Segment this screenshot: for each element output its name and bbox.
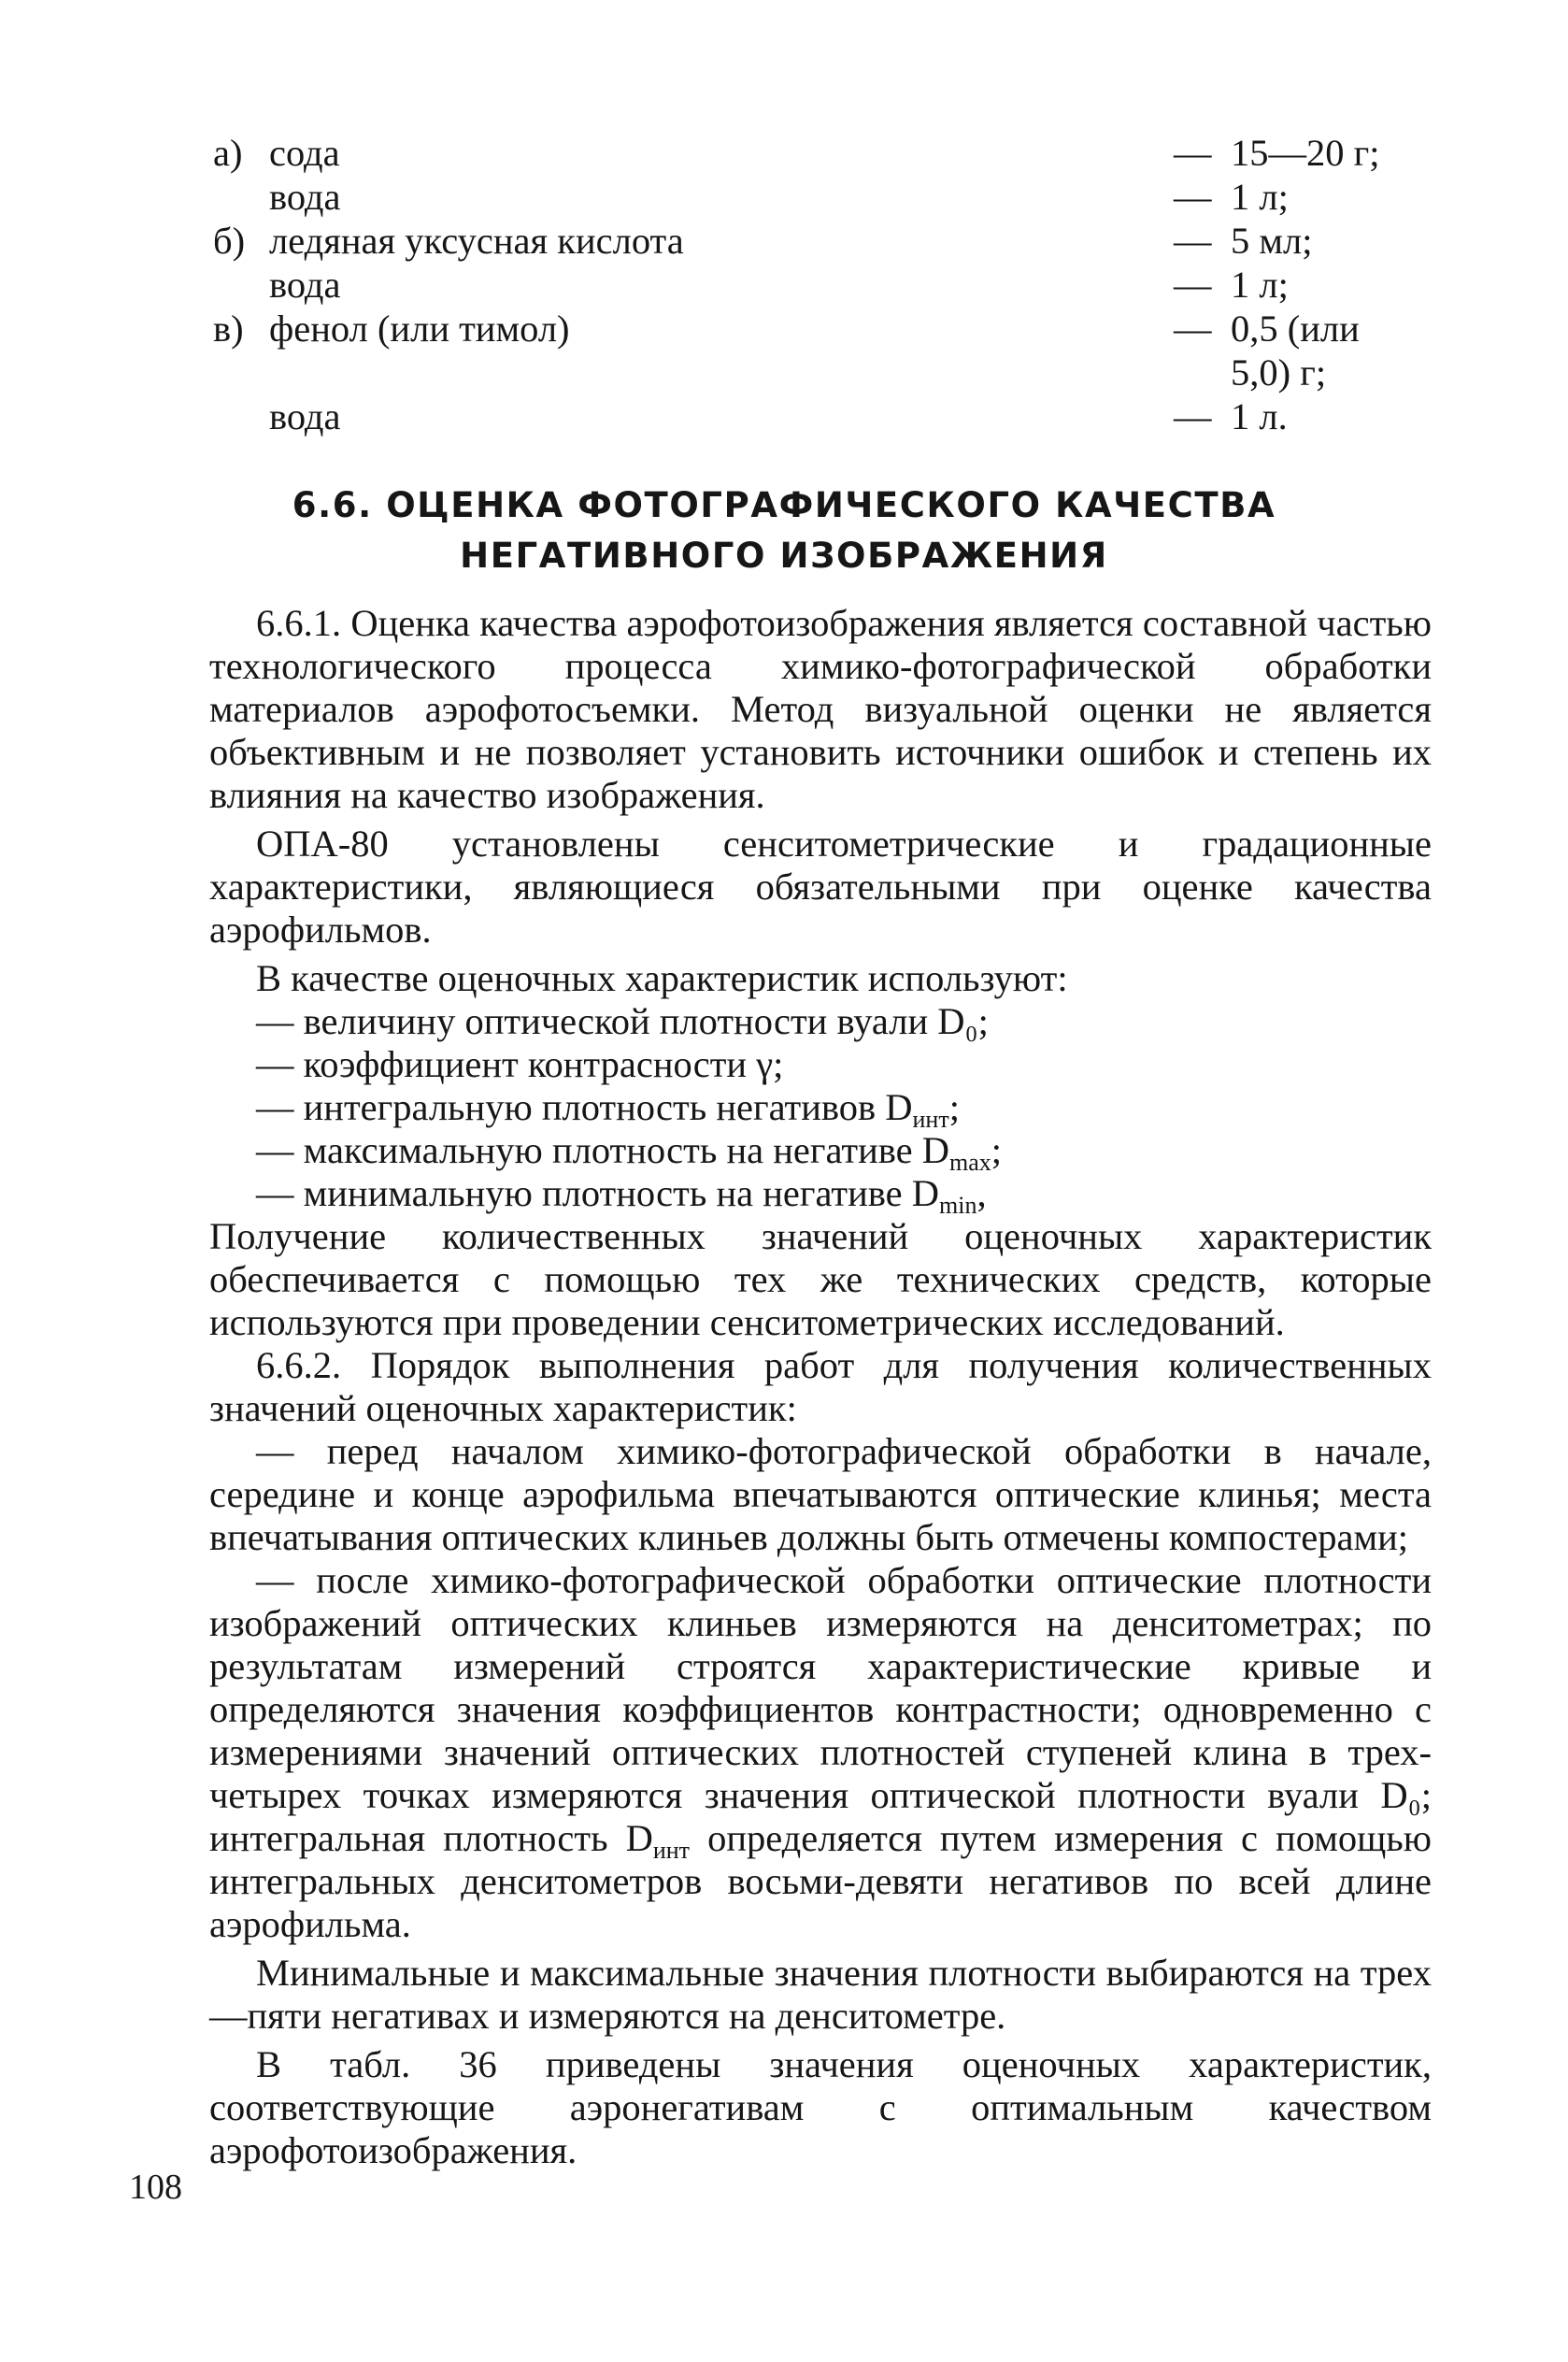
section-heading-line: 6.6. ОЦЕНКА ФОТОГРАФИЧЕСКОГО КАЧЕСТВА [292,485,1276,525]
list-item-text: — максимальную плотность на негативе D [256,1129,950,1171]
recipe-row [0,131,1568,175]
list-item-text: — коэффициент контрасности γ; [256,1043,784,1085]
recipe-row [0,219,1568,263]
paragraph: Получение количественных значений оценочных характеристик обеспечивается с помощью тех же технических средств, которые используются при проведении сенситометрических исследований. [209,1215,1432,1343]
recipe-amount-continued: 5,0) г; [1231,351,1327,394]
list-item [209,1000,1432,1043]
paragraph: Минимальные и максимальные значения плотности выбираются на трех—пяти негативах и измеряются на денситометре. [209,1952,1432,2037]
paragraph: — перед началом химико-фотографической обработки в начале, середине и конце аэрофильма впечатываются оптические клинья; места впечатывания оптических клиньев должны быть отмечены компостерами; [209,1430,1432,1558]
list-item-tail: ; [991,1129,1003,1171]
page-number: 108 [129,2168,182,2207]
recipe-dash: — [1174,264,1212,306]
list-item-text: — величину оптической плотности вуали D₀; [256,1000,989,1042]
recipe-list [0,131,1568,438]
paragraph-subscript: инт [652,1837,691,1864]
list-item [209,1129,1432,1176]
list-item-text: — минимальную плотность на негативе D [256,1172,940,1214]
section-heading [0,480,1568,581]
recipe-amount: 1 л; [1231,264,1289,306]
list-item-text: — интегральную плотность негативов D [256,1086,913,1128]
recipe-ingredient: сода [269,132,340,174]
paragraph: 6.6.2. Порядок выполнения работ для получения количественных значений оценочных характеристик: [209,1344,1432,1429]
recipe-ingredient: вода [269,264,341,306]
recipe-row [0,263,1568,307]
section-heading-line: НЕГАТИВНОГО ИЗОБРАЖЕНИЯ [460,536,1108,576]
recipe-letter: а) [213,132,243,174]
recipe-row [0,394,1568,438]
recipe-dash: — [1174,308,1212,350]
recipe-dash: — [1174,220,1212,262]
recipe-amount: 1 л. [1231,395,1288,437]
recipe-letter: б) [213,220,246,262]
recipe-letter: в) [213,308,244,350]
list-item-tail: ; [948,1086,960,1128]
list-item-subscript: min [939,1192,977,1219]
list-item-tail: , [976,1172,987,1214]
paragraph-text: определяется путем измерения с помощью интегральных денситометров восьми-девяти негативов по всей длине аэрофильма. [209,1817,1432,1945]
characteristics-list [209,1000,1432,1219]
recipe-row [0,175,1568,219]
recipe-dash: — [1174,176,1212,218]
recipe-ingredient: ледяная уксусная кислота [269,220,684,262]
recipe-amount: 15—20 г; [1231,132,1380,174]
paragraph-text: — после химико-фотографической обработки оптические плотности изображений оптических клиньев измеряются на денситометрах; по результатам измерений строятся характеристические кривые и определяются значения коэффициентов контрастности; одновременно с измерениями значений оптических плотностей ступеней клина в трех-четырех точках измеряются значения оптической плотности вуали D₀; интегральная плотность D [209,1559,1432,1859]
recipe-ingredient: вода [269,176,341,218]
list-item-subscript: инт [912,1106,949,1133]
list-item [209,1086,1432,1133]
recipe-amount: 0,5 (или [1231,308,1360,350]
recipe-amount: 5 мл; [1231,220,1313,262]
paragraph: В табл. 36 приведены значения оценочных характеристик, соответствующие аэронегативам с оптимальным качеством аэрофотоизображения. [209,2043,1432,2171]
paragraph: ОПА-80 установлены сенситометрические и градационные характеристики, являющиеся обязательными при оценке качества аэрофильмов. [209,823,1432,951]
recipe-amount: 1 л; [1231,176,1289,218]
list-item-subscript: max [949,1149,991,1176]
recipe-ingredient: вода [269,395,341,437]
recipe-dash: — [1174,132,1212,174]
list-item [209,1043,1432,1086]
recipe-dash: — [1174,395,1212,437]
paragraph: 6.6.1. Оценка качества аэрофотоизображения является составной частью технологического процесса химико-фотографической обработки материалов аэрофотосъемки. Метод визуальной оценки не является объективным и не позволяет установить источники ошибок и степень их влияния на качество изображения. [209,602,1432,816]
paragraph: В качестве оценочных характеристик используют: [256,957,1068,999]
recipe-ingredient: фенол (или тимол) [269,308,570,350]
body-text [209,602,1432,2172]
list-item [209,1172,1432,1219]
recipe-row [0,307,1568,394]
paragraph [209,1559,1432,1946]
